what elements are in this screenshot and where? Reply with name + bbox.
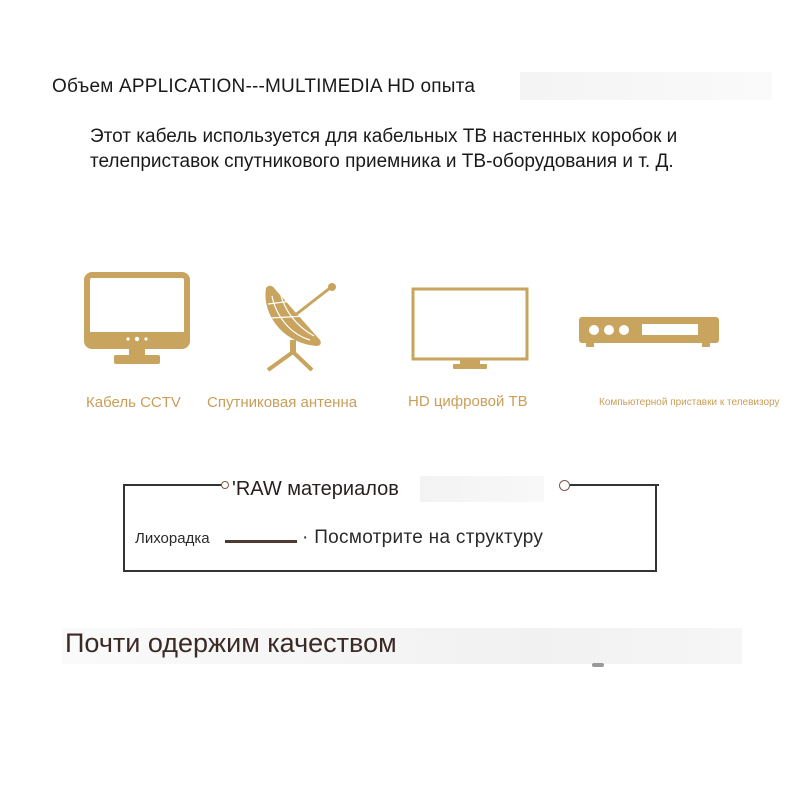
quality-heading: Почти одержим качеством <box>65 628 397 658</box>
app-label-set-top-box: Компьютерной приставки к телевизору <box>599 397 780 408</box>
app-label-cctv: Кабель CCTV <box>86 394 181 411</box>
frame-top-left-line <box>123 484 223 486</box>
quality-underline-mark <box>592 663 604 667</box>
header-decoration <box>520 72 772 100</box>
materials-left-label: Лихорадка <box>135 530 210 547</box>
materials-title-decoration <box>420 476 544 502</box>
page-title: Объем APPLICATION---MULTIMEDIA HD опыта <box>52 76 476 97</box>
app-label-hdtv: HD цифровой ТВ <box>408 393 528 410</box>
materials-right-label: · Посмотрите на структуру <box>302 527 544 548</box>
tv-icon <box>411 287 529 371</box>
set-top-box-icon <box>578 316 720 348</box>
satellite-dish-icon <box>260 282 344 374</box>
connector-line <box>225 540 297 543</box>
frame-right-dot <box>559 480 570 491</box>
materials-title: 'RAW материалов <box>232 478 399 500</box>
monitor-icon <box>84 272 190 366</box>
frame-top-right-line <box>570 484 659 486</box>
description-text: Этот кабель используется для кабельных ТВ настенных коробок и телеприставок спутникового приемника и ТВ-оборудования и т. Д. <box>90 126 678 172</box>
frame-left-dot <box>221 481 229 489</box>
app-label-satellite: Спутниковая антенна <box>207 394 358 411</box>
